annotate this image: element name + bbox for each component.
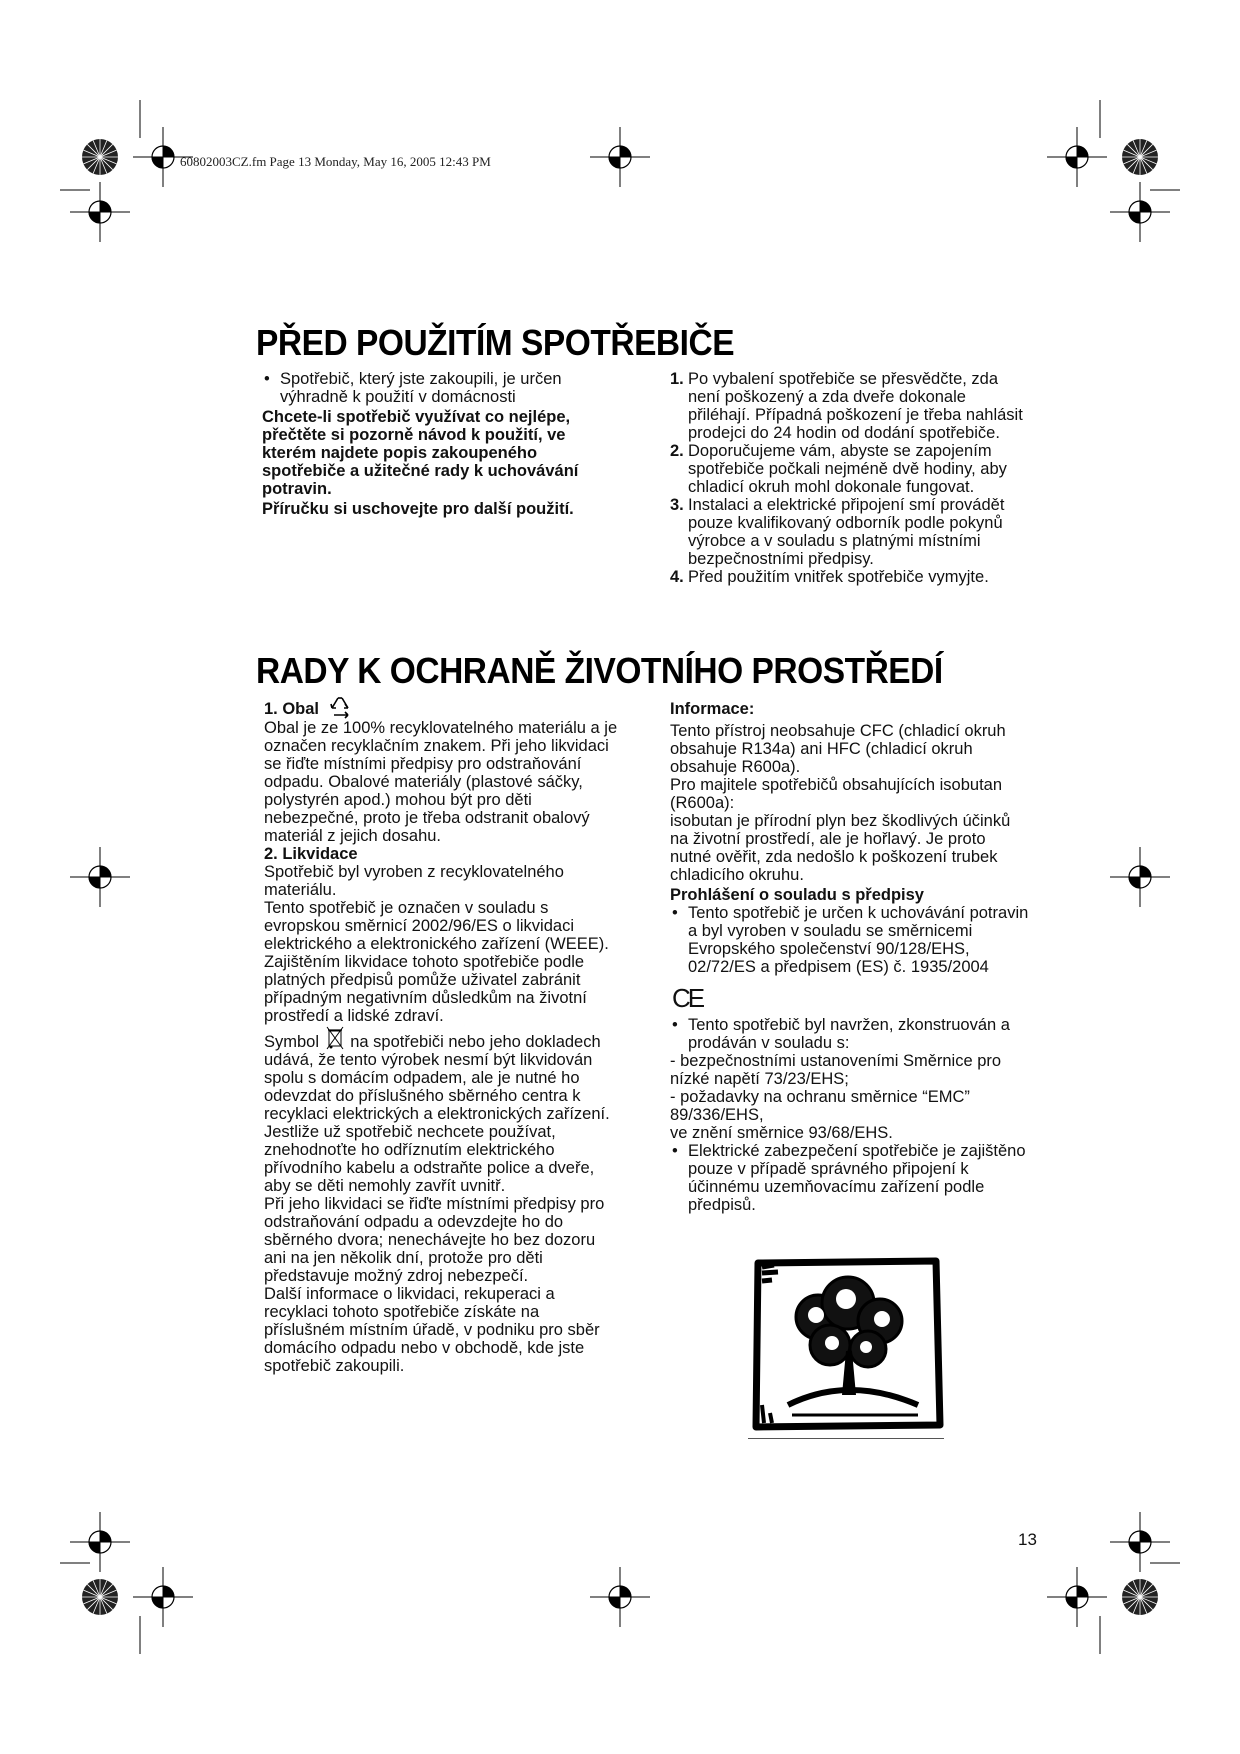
registration-mark-icon: [82, 139, 118, 175]
step-item: 2. Doporučujeme vám, abyste se zapojením spotřebiče počkali nejméně dvě hodiny, aby chladicí okruh mohl dokonale fungovat.: [670, 442, 1007, 496]
step-item: 1. Po vybalení spotřebiče se přesvědčte, zda není poškozený a zda dveře dokonale přiléhají. Případná poškození je třeba nahlásit prodejci do 24 hodin od dodání spotřebiče.: [670, 370, 1023, 442]
file-slug: 60802003CZ.fm Page 13 Monday, May 16, 2005 12:43 PM: [180, 154, 491, 169]
list-item: • Spotřebič, který jste zakoupili, je určen výhradně k použití v domácnosti: [262, 370, 622, 406]
likvidace-paragraph: Jestliže už spotřebič nechcete používat, znehodnoťte ho odříznutím elektrického přívodního kabelu a odstraňte police a dveře, aby se děti nemohly zavřít uvnitř.: [264, 1122, 595, 1195]
section2-left-column: [264, 700, 620, 1375]
section2-right-column: [670, 700, 1030, 1214]
section1-right-column: [670, 370, 1030, 586]
likvidace-paragraph: Zajištěním likvidace tohoto spotřebiče podle platných předpisů pomůže uživatel zabránit případným negativním důsledkům na životní prostředí a lidské zdraví.: [264, 952, 587, 1025]
likvidace-paragraph: Tento spotřebič je označen v souladu s evropskou směrnicí 2002/96/ES o likvidaci elektrického a elektronického zařízení (WEEE).: [264, 898, 609, 953]
section1-left-column: [262, 370, 622, 518]
step-item: 4. Před použitím vnitřek spotřebiče vymyjte.: [670, 568, 989, 586]
section-title-before-use: PŘED POUŽITÍM SPOTŘEBIČE: [256, 322, 735, 363]
info-paragraph: isobutan je přírodní plyn bez škodlivých účinků na životní prostředí, ale je hořlavý. Je proto nutné ověřit, zda nedošlo k poškození trubek chladicího okruhu.: [670, 812, 1011, 884]
recycle-icon: [328, 695, 354, 719]
declaration-line: - požadavky na ochranu směrnice “EMC” 89/336/EHS,: [670, 1088, 970, 1124]
symbol-paragraph: Symbol na spotřebiči nebo jeho dokladech udává, že tento výrobek nesmí být likvidován spolu s domácím odpadem, ale je nutné ho odevzdat do příslušného sběrného centra k recyklaci elektrických a elektronických zařízení.: [264, 1033, 620, 1123]
tree-logo-icon: [748, 1255, 948, 1435]
info-paragraph: Tento přístroj neobsahuje CFC (chladicí okruh obsahuje R134a) ani HFC (chladicí okruh obsahuje R600a).: [670, 722, 1006, 776]
keep-manual-note: Příručku si uschovejte pro další použití.: [262, 500, 574, 518]
likvidace-paragraph: Další informace o likvidaci, rekuperaci a recyklaci tohoto spotřebiče získáte na příslušném místním úřadě, v podniku pro sběr domácího odpadu nebo v obchodě, kde jste spotřebič zakoupili.: [264, 1284, 600, 1375]
step-item: 3. Instalaci a elektrické připojení smí provádět pouze kvalifikovaný odborník podle pokynů výrobce a v souladu s platnými místními bezpečnostními předpisy.: [670, 496, 1005, 568]
wheelie-bin-icon: [326, 1026, 344, 1050]
list-item: • Tento spotřebič byl navržen, zkonstruován a prodáván v souladu s:: [670, 1016, 1030, 1052]
likvidace-paragraph: Při jeho likvidaci se řiďte místními předpisy pro odstraňování odpadu a odevzdejte ho do sběrného dvora; nenechávejte ho bez dozoru ani na jen několik dní, protože pro děti představuje možný zdroj nebezpečí.: [264, 1194, 605, 1285]
obal-heading: 1. Obal: [264, 700, 620, 719]
list-item: • Elektrické zabezpečení spotřebiče je zajištěno pouze v případě správného připojení k účinnému uzemňovacímu zařízení podle předpisů.: [670, 1142, 1030, 1214]
info-heading: Informace:: [670, 700, 755, 718]
ce-mark-icon: CE: [672, 983, 703, 1013]
list-item: • Tento spotřebič je určen k uchovávání potravin a byl vyroben v souladu se směrnicemi Evropského společenství 90/128/EHS, 02/72/ES a předpisem (ES) č. 1935/2004: [670, 904, 1030, 976]
declaration-line: ve znění směrnice 93/68/EHS.: [670, 1124, 893, 1142]
likvidace-paragraph: Spotřebič byl vyroben z recyklovatelného materiálu.: [264, 862, 564, 899]
page-number: 13: [1018, 1530, 1037, 1549]
obal-text: Obal je ze 100% recyklovatelného materiálu a je označen recyklačním znakem. Při jeho likvidaci se řiďte místními předpisy pro odstraňování odpadu. Obalové materiály (plastové sáčky, polystyrén apod.) mohou být pro děti nebezpečné, proto je třeba odstranit obalový materiál z jejich dosahu.: [264, 718, 618, 845]
section-title-environment: RADY K OCHRANĚ ŽIVOTNÍHO PROSTŘEDÍ: [256, 650, 943, 691]
logo-baseline: [748, 1438, 944, 1439]
likvidace-heading: 2. Likvidace: [264, 844, 358, 863]
declaration-line: - bezpečnostními ustanoveními Směrnice pro nízké napětí 73/23/EHS;: [670, 1052, 1002, 1088]
intro-bold-paragraph: Chcete-li spotřebič využívat co nejlépe, přečtěte si pozorně návod k použití, ve kterém najdete popis zakoupeného spotřebiče a užitečné rady k uchovávání potravin.: [262, 408, 579, 498]
info-paragraph: Pro majitele spotřebičů obsahujících isobutan (R600a):: [670, 776, 1003, 812]
declaration-heading: Prohlášení o souladu s předpisy: [670, 886, 924, 904]
